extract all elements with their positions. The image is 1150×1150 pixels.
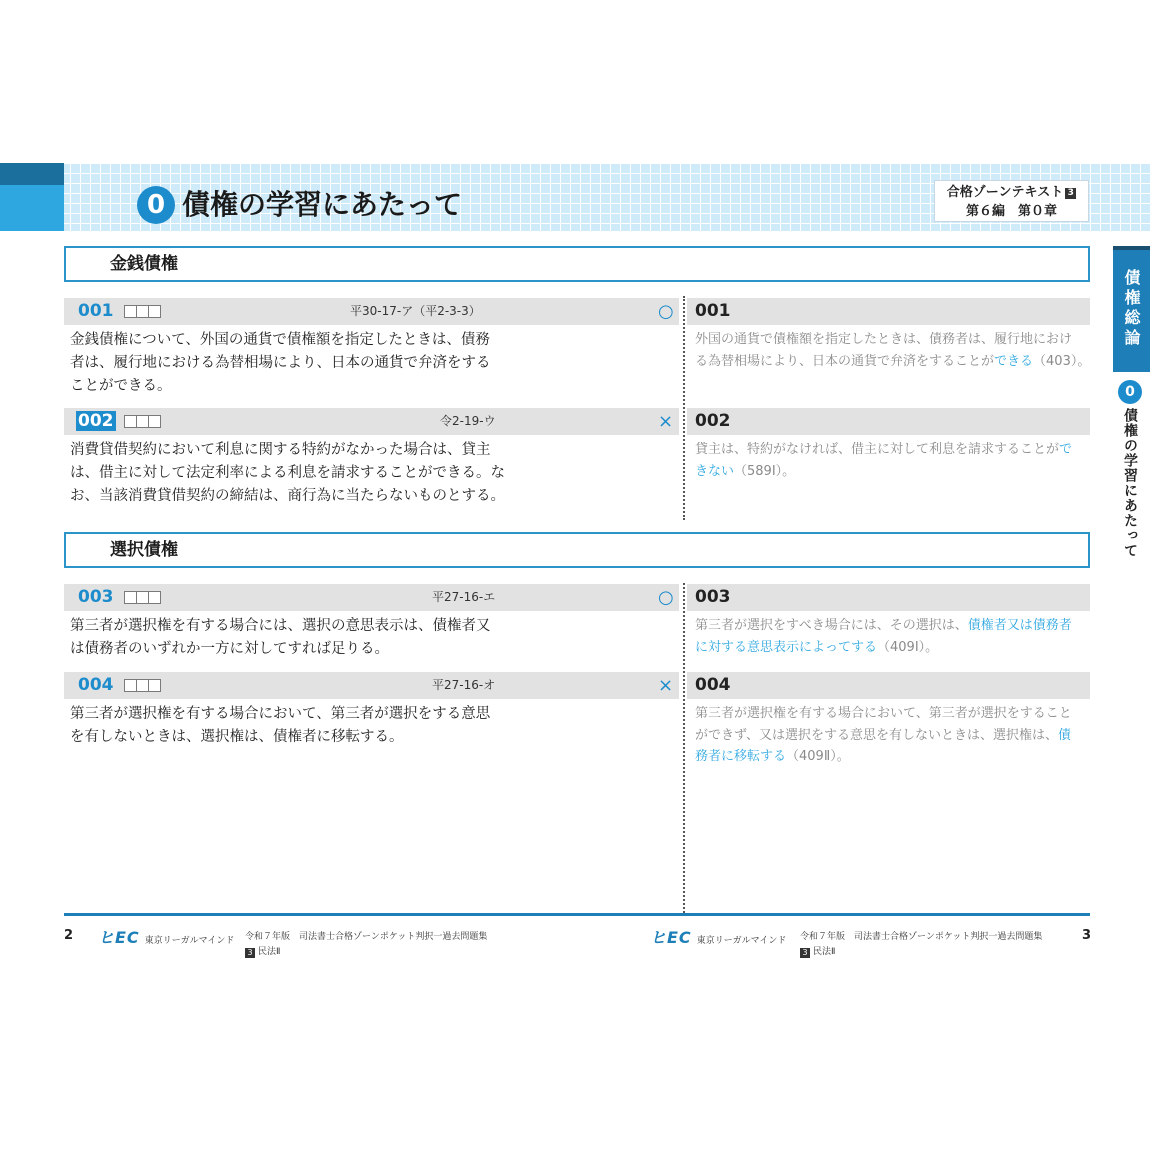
question-number-highlight: 002 [78, 411, 114, 431]
exam-source: 平30-17-ア（平2-3-3） [350, 304, 481, 318]
question-text-line: お、当該消費貸借契約の締結は、商行為に当たらないものとする。 [70, 488, 505, 504]
answer-citation: （409Ⅰ）。 [877, 639, 939, 655]
subject-right [800, 944, 835, 958]
check-boxes [124, 415, 160, 428]
answer-highlight: できる [994, 353, 1034, 369]
question-text-line: 消費貸借契約において利息に関する特約がなかった場合は、貸主 [70, 442, 491, 458]
answer-text [695, 615, 1072, 658]
answer-highlight: きない [695, 463, 735, 479]
question-text-line: は債務者のいずれか一方に対してすれば足りる。 [70, 641, 389, 657]
header-corner-dark [0, 163, 64, 185]
answer-bar [687, 408, 1090, 435]
answer-text-line [695, 637, 1072, 659]
book-title-left: 令和７年版 司法書士合格ゾーンポケット判択一過去問題集 [245, 932, 488, 942]
book-title-right: 令和７年版 司法書士合格ゾーンポケット判択一過去問題集 [800, 932, 1043, 942]
answer-text-line [695, 725, 1072, 747]
lec-logo: ヒEC [650, 928, 692, 947]
check-boxes [124, 591, 160, 604]
section-title: 金銭債権 [110, 254, 178, 274]
check-box[interactable] [148, 305, 161, 318]
question-text-line: は、借主に対して法定利率による利息を請求することができる。な [70, 465, 505, 481]
answer-citation: （403）。 [1033, 353, 1091, 369]
check-box[interactable] [148, 415, 161, 428]
publisher-name: 東京リーガルマインド [144, 936, 235, 946]
side-chapter-label: 債権の学習にあたって [1122, 408, 1138, 558]
answer-text-line [695, 329, 1090, 351]
question-text-line: 第三者が選択権を有する場合において、第三者が選択をする意思 [70, 706, 491, 722]
answer-mark-correct: ○ [658, 587, 674, 608]
header-corner-light [0, 185, 64, 231]
column-divider [683, 583, 685, 913]
answer-segment: 貸主は、特約がなければ、借主に対して利息を請求することが [695, 442, 1060, 457]
question-number: 003 [78, 587, 114, 607]
exam-source: 平27-16-オ [432, 678, 496, 692]
question-number [76, 408, 116, 435]
question-text [70, 329, 491, 398]
answer-text-line [695, 615, 1072, 637]
answer-text-line [695, 746, 1072, 768]
question-text [70, 615, 491, 661]
answer-highlight: に対する意思表示によってする [695, 639, 878, 655]
reference-box [934, 180, 1089, 222]
answer-text-line [695, 461, 1072, 483]
answer-mark-incorrect: × [658, 411, 674, 432]
question-text-line: 金銭債権について、外国の通貨で債権額を指定したときは、債務 [70, 332, 490, 348]
side-tab-part[interactable]: 債権総論 [1113, 246, 1150, 372]
check-box[interactable] [148, 679, 161, 692]
footer-brand-left [98, 925, 234, 948]
answer-number: 004 [695, 675, 731, 695]
answer-bar [687, 584, 1090, 611]
answer-number: 001 [695, 301, 731, 321]
answer-highlight: 債 [1057, 727, 1071, 743]
answer-mark-incorrect: × [658, 675, 674, 696]
reference-chapter: 第６編 第０章 [965, 204, 1057, 219]
question-text [70, 703, 490, 749]
answer-text [695, 439, 1072, 482]
answer-segment: 第三者が選択をすべき場合には、その選択は、 [695, 618, 968, 633]
side-chapter-badge: 0 [1118, 380, 1142, 404]
answer-highlight: で [1059, 442, 1073, 457]
check-box[interactable] [148, 591, 161, 604]
answer-segment: ができず、又は選択をする意思を有しないときは、選択権は、 [695, 727, 1058, 743]
answer-segment: 外国の通貨で債権額を指定したときは、債務者は、履行地におけ [695, 332, 1073, 347]
side-tab-top-strip [1113, 246, 1150, 250]
question-text-line: を有しないときは、選択権は、債権者に移転する。 [70, 729, 404, 745]
subject-label: 民法Ⅱ [813, 947, 836, 957]
chapter-number-badge: 0 [137, 186, 175, 224]
exam-source: 平27-16-エ [432, 590, 496, 604]
section-title: 選択債権 [110, 540, 178, 560]
answer-mark-correct: ○ [658, 301, 674, 322]
answer-number: 003 [695, 587, 731, 607]
question-text-line: 第三者が選択権を有する場合には、選択の意思表示は、債権者又 [70, 618, 491, 634]
exam-source: 令2-19-ウ [440, 414, 496, 428]
page-number-left: 2 [64, 928, 74, 943]
question-text-line: ことができる。 [70, 378, 172, 394]
answer-text-line [695, 351, 1090, 373]
answer-highlight: 務者に移転する [695, 749, 787, 764]
footer-brand-right [650, 925, 786, 948]
publisher-name: 東京リーガルマインド [696, 936, 787, 946]
footer-rule [64, 913, 1090, 916]
answer-bar [687, 298, 1090, 325]
question-text [70, 439, 505, 508]
section-header-box [64, 532, 1090, 568]
section-header-box [64, 246, 1090, 282]
answer-segment: る為替相場により、日本の通貨で弁済をすることが [695, 353, 995, 369]
answer-citation: （409Ⅱ）。 [786, 749, 850, 764]
subject-left [245, 944, 280, 958]
subject-label: 民法Ⅱ [258, 947, 281, 957]
answer-text [695, 329, 1090, 372]
answer-citation: （589Ⅰ）。 [734, 463, 796, 479]
column-divider [683, 296, 685, 520]
answer-text-line [695, 439, 1072, 461]
check-boxes [124, 679, 160, 692]
answer-text [695, 703, 1072, 768]
chapter-title: 債権の学習にあたって [182, 188, 463, 221]
page-number-right: 3 [1082, 928, 1092, 943]
answer-number: 002 [695, 411, 731, 431]
volume-badge: 3 [245, 948, 255, 958]
answer-text-line [695, 703, 1072, 725]
question-text-line: 者は、履行地における為替相場により、日本の通貨で弁済をする [70, 355, 491, 371]
question-number: 004 [78, 675, 114, 695]
reference-volume: 3 [1065, 188, 1076, 199]
answer-highlight: 債権者又は債務者 [967, 618, 1072, 633]
answer-bar [687, 672, 1090, 699]
reference-book: 合格ゾーンテキスト [946, 185, 1064, 200]
volume-badge: 3 [800, 948, 810, 958]
check-boxes [124, 305, 160, 318]
answer-segment: 第三者が選択権を有する場合において、第三者が選択をすること [695, 706, 1072, 721]
question-number: 001 [78, 301, 114, 321]
lec-logo: ヒEC [98, 928, 140, 947]
